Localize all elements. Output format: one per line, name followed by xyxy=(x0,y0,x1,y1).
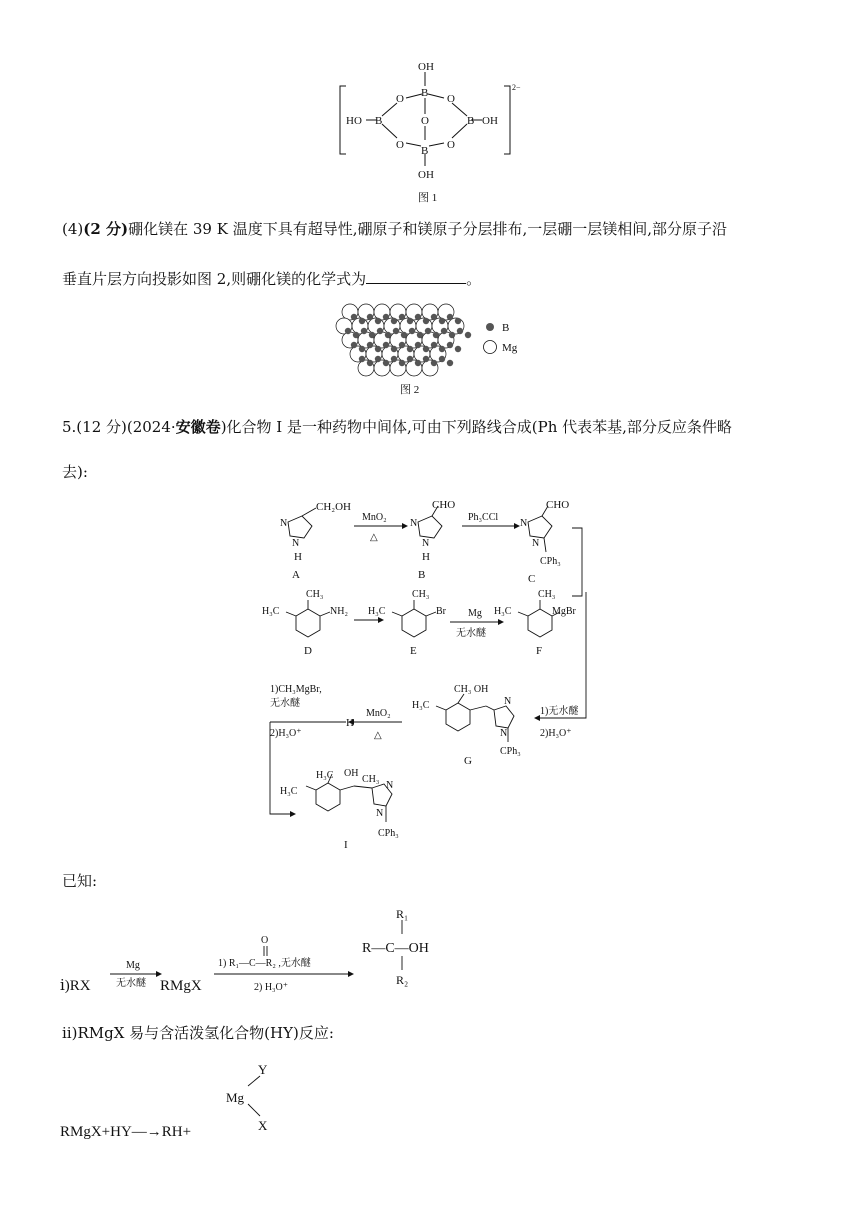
b-atom xyxy=(399,342,405,348)
label-f: F xyxy=(536,645,543,657)
atom-oh-right: OH xyxy=(482,115,498,127)
c-n: N xyxy=(520,518,528,529)
b-atom xyxy=(393,328,399,334)
e-methyl: CH₃ xyxy=(412,589,430,600)
b-atom xyxy=(377,328,383,334)
label-h: H xyxy=(346,717,354,729)
i-ch3: CH₃ xyxy=(362,774,380,785)
b-atom xyxy=(423,356,429,362)
g-top: CH₃ OH xyxy=(454,684,489,695)
f-methyl: CH₃ xyxy=(538,589,556,600)
b-atom xyxy=(383,360,389,366)
b-atom xyxy=(449,332,455,338)
r4-step2: 2)H₃O⁺ xyxy=(540,728,572,739)
atom-b-top: B xyxy=(421,87,429,99)
b-atom xyxy=(367,360,373,366)
g-n2: N xyxy=(500,728,508,739)
b-atom xyxy=(399,314,405,320)
figure-2-caption: 图 2 xyxy=(400,384,420,396)
b-atom xyxy=(431,360,437,366)
label-b: B xyxy=(418,569,426,581)
label-a: A xyxy=(292,569,300,581)
r5-reagent: MnO₂ xyxy=(366,708,391,719)
known-i-rmgx: RMgX xyxy=(160,978,202,994)
legend-mg-circle xyxy=(484,341,497,354)
b-atom xyxy=(439,318,445,324)
known-ii-mg: Mg xyxy=(226,1090,245,1105)
b-atom xyxy=(351,342,357,348)
b-atom xyxy=(441,328,447,334)
atom-ho-left: HO xyxy=(346,115,362,127)
c-trityl: CPh₃ xyxy=(540,556,561,567)
known-ii-y: Y xyxy=(258,1062,268,1077)
b-atom xyxy=(447,360,453,366)
b-atom xyxy=(455,318,461,324)
atom-oh-bot: OH xyxy=(418,169,434,181)
i-n: N xyxy=(386,780,394,791)
g-trityl: CPh₃ xyxy=(500,746,521,757)
b-atom xyxy=(383,342,389,348)
b-atom xyxy=(415,360,421,366)
b-atom xyxy=(407,356,413,362)
b-atom xyxy=(359,346,365,352)
b-atom xyxy=(439,356,445,362)
b-atom xyxy=(385,332,391,338)
b-atom xyxy=(367,314,373,320)
b-atom xyxy=(399,360,405,366)
b-atom xyxy=(415,342,421,348)
b-atom xyxy=(425,328,431,334)
e-substituent: Br xyxy=(436,606,446,617)
b-atom xyxy=(367,342,373,348)
q5-line-1 xyxy=(62,416,732,437)
b-atom xyxy=(391,346,397,352)
known-reaction-ii xyxy=(56,1060,356,1150)
atom-b-left: B xyxy=(375,115,383,127)
a-h: H xyxy=(294,551,302,563)
b-atom xyxy=(433,332,439,338)
b-atom xyxy=(431,342,437,348)
b-n: N xyxy=(422,538,430,549)
q5-source: 安徽卷 xyxy=(175,418,221,436)
b-atom xyxy=(423,318,429,324)
known-i-product: R—C—OH xyxy=(362,941,429,956)
label-i: I xyxy=(344,839,348,851)
b-atom xyxy=(417,332,423,338)
b-atom xyxy=(391,318,397,324)
r2-reagent: Ph₃CCl xyxy=(468,512,499,523)
r5-condition: △ xyxy=(374,730,382,741)
q5-prefix: 5.(12 分)(2024· xyxy=(62,418,176,436)
a-nh: N xyxy=(280,518,288,529)
i-oh: OH xyxy=(344,768,359,779)
b-atom xyxy=(391,356,397,362)
b-atom xyxy=(439,346,445,352)
b-atom xyxy=(401,332,407,338)
c-n2: N xyxy=(532,538,540,549)
label-g: G xyxy=(464,755,472,767)
known-i-mg: Mg xyxy=(126,960,140,971)
legend-b-dot xyxy=(486,323,494,331)
i-trityl: CPh₃ xyxy=(378,828,399,839)
known-reaction-i xyxy=(56,900,476,1000)
i-left: H₃C xyxy=(280,786,298,797)
known-i-rx: ⅰ)RX xyxy=(60,978,91,994)
r6-step2: 2)H₃O⁺ xyxy=(270,728,302,739)
b-atom xyxy=(457,328,463,334)
atom-o-br: O xyxy=(447,139,455,151)
b-atom xyxy=(351,314,357,320)
r6-step1-solvent: 无水醚 xyxy=(270,698,300,709)
b-atom xyxy=(359,318,365,324)
i-methyl: H₃C xyxy=(316,770,334,781)
q5-line-2: 去): xyxy=(62,463,88,481)
q4-text-1: 硼化镁在 39 K 温度下具有超导性,硼原子和镁原子分层排布,一层硼一层镁相间,部分原子沿 xyxy=(128,220,728,238)
r1-condition: △ xyxy=(370,532,378,543)
r3-solvent: 无水醚 xyxy=(456,628,486,639)
b-atom xyxy=(423,346,429,352)
q4-number: (4) xyxy=(62,220,84,238)
g-left: H₃C xyxy=(412,700,430,711)
known-i-oxygen: O xyxy=(261,935,269,946)
r1-reagent: MnO₂ xyxy=(362,512,387,523)
b-atom xyxy=(375,346,381,352)
a-n: N xyxy=(292,538,300,549)
known-i-condition-1: 1) R₁—C—R₂ ,无水醚 xyxy=(218,958,311,969)
legend-mg-label: Mg xyxy=(502,342,518,354)
known-i-r1: R₁ xyxy=(396,907,409,921)
atom-o-tl: O xyxy=(396,93,404,105)
label-e: E xyxy=(410,645,417,657)
b-atom xyxy=(431,314,437,320)
atom-oh-top: OH xyxy=(418,61,434,73)
figure-2-lattice xyxy=(330,300,540,400)
known-ii-equation: RMgX+HY—→RH+ xyxy=(60,1124,192,1140)
b-atom xyxy=(359,356,365,362)
r3-reagent: Mg xyxy=(468,608,482,619)
b-substituent: CHO xyxy=(432,499,456,511)
atom-o-bl: O xyxy=(396,139,404,151)
a-substituent: CH₂OH xyxy=(316,501,352,513)
charge-label: 2− xyxy=(512,83,521,92)
atom-o-mid: O xyxy=(421,115,429,127)
label-d: D xyxy=(304,645,312,657)
d-left: H₃C xyxy=(262,606,280,617)
b-nh: N xyxy=(410,518,418,529)
label-c: C xyxy=(528,573,536,585)
b-atom xyxy=(407,318,413,324)
right-bracket xyxy=(504,86,510,154)
f-left: H₃C xyxy=(494,606,512,617)
b-atom xyxy=(369,332,375,338)
known-title: 已知: xyxy=(62,872,98,890)
b-atom xyxy=(409,328,415,334)
known-ii-x: X xyxy=(258,1118,268,1133)
b-atom xyxy=(447,314,453,320)
legend-b-label: B xyxy=(502,322,510,334)
b-atom xyxy=(455,346,461,352)
figure-1-caption: 图 1 xyxy=(418,192,438,204)
q4-score: (2 分) xyxy=(83,220,129,238)
figure-1-borate-structure xyxy=(330,58,530,208)
e-left: H₃C xyxy=(368,606,386,617)
g-n: N xyxy=(504,696,512,707)
known-i-condition-2: 2) H₃O⁺ xyxy=(254,982,289,993)
atom-b-right: B xyxy=(467,115,475,127)
q4-line-1 xyxy=(62,218,727,239)
known-ii-text: ⅱ)RMgX 易与含活泼氢化合物(HY)反应: xyxy=(62,1024,334,1042)
r4-step1: 1)无水醚 xyxy=(540,706,579,717)
b-atom xyxy=(375,318,381,324)
b-atom xyxy=(447,342,453,348)
b-atom xyxy=(465,332,471,338)
b-atom xyxy=(383,314,389,320)
known-i-r2: R₂ xyxy=(396,973,409,987)
b-atom xyxy=(415,314,421,320)
b-atom xyxy=(345,328,351,334)
d-methyl: CH₃ xyxy=(306,589,324,600)
q4-period: 。 xyxy=(466,270,482,288)
q4-line-2 xyxy=(62,268,481,289)
b-atom xyxy=(375,356,381,362)
atom-o-tr: O xyxy=(447,93,455,105)
c-substituent: CHO xyxy=(546,499,570,511)
b-h: H xyxy=(422,551,430,563)
b-atom xyxy=(407,346,413,352)
r6-step1: 1)CH₃MgBr, xyxy=(270,684,322,695)
i-n2: N xyxy=(376,808,384,819)
b-atom xyxy=(353,332,359,338)
known-i-ether: 无水醚 xyxy=(116,978,146,989)
answer-blank[interactable] xyxy=(366,269,466,284)
lattice-atoms xyxy=(336,304,471,376)
b-atom xyxy=(361,328,367,334)
atom-b-bot: B xyxy=(421,145,429,157)
q4-text-2: 垂直片层方向投影如图 2,则硼化镁的化学式为 xyxy=(62,270,367,288)
q5-text-1: )化合物 I 是一种药物中间体,可由下列路线合成(Ph 代表苯基,部分反应条件略 xyxy=(220,418,732,436)
f-substituent: MgBr xyxy=(552,606,576,617)
d-substituent: NH₂ xyxy=(330,606,348,617)
synthesis-scheme xyxy=(250,496,610,856)
